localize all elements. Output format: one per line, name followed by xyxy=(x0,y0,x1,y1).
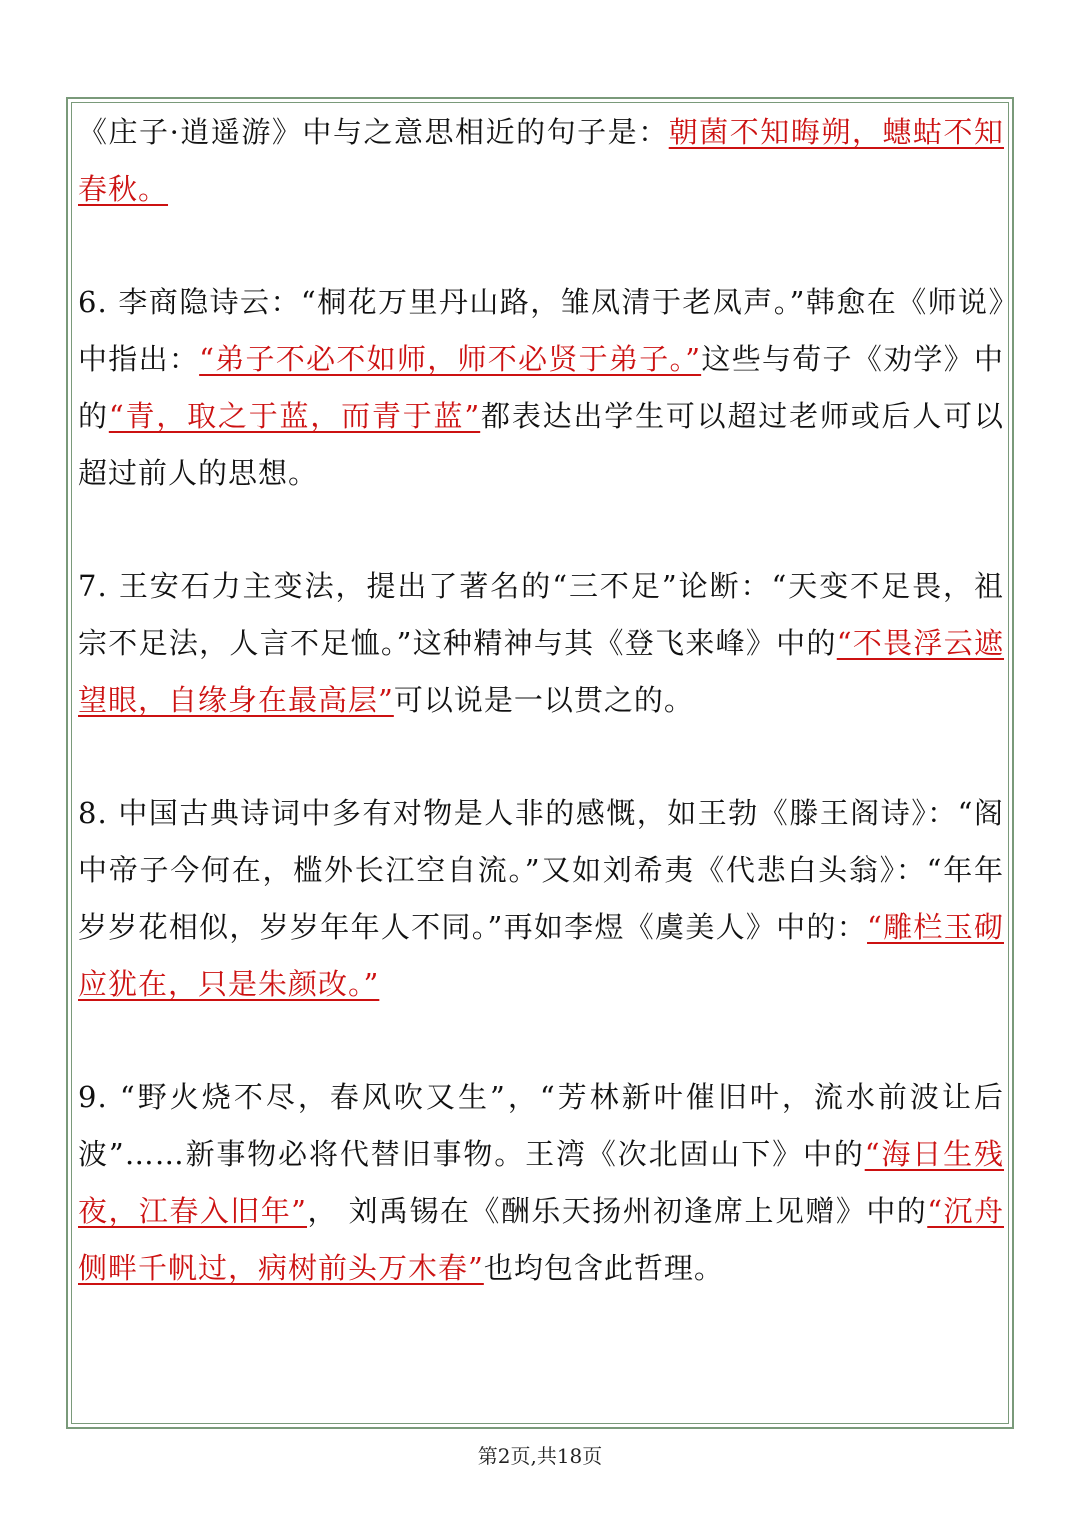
answer-text: “海日生残夜，江春入旧年” xyxy=(78,1137,1005,1228)
body-text: 都表达出学生可以超过老师或后人可以超过前人的思想。 xyxy=(78,399,1004,490)
page-number: 第2页,共18页 xyxy=(477,1444,603,1468)
body-text: 可以说是一以贯之的。 xyxy=(393,683,694,717)
answer-text: “沉舟侧畔千帆过，病树前头万木春” xyxy=(78,1194,1004,1285)
body-text: 《庄子·逍遥游》中与之意思相近的句子是： xyxy=(78,115,669,149)
body-text: 9. “野火烧不尽，春风吹又生”，“芳林新叶催旧叶，流水前波让后波”……新事物必将代替旧事物。王湾《次北固山下》中的 xyxy=(78,1080,1004,1171)
document-content xyxy=(78,104,1004,1353)
body-text: 也均包含此哲理。 xyxy=(483,1251,724,1285)
paragraph xyxy=(78,785,1004,1013)
body-text: ， 刘禹锡在《酬乐天扬州初逢席上见赠》中的 xyxy=(307,1194,928,1228)
answer-text: “雕栏玉砌应犹在，只是朱颜改。” xyxy=(78,910,1004,1001)
paragraph xyxy=(78,558,1004,729)
answer-text: 朝菌不知晦朔，蟪蛄不知春秋。 xyxy=(78,115,1004,206)
body-text: 8. 中国古典诗词中多有对物是人非的感慨，如王勃《滕王阁诗》：“阁中帝子今何在，槛外长江空自流。”又如刘希夷《代悲白头翁》：“年年岁岁花相似，岁岁年年人不同。”再如李煜《虞美人》中的： xyxy=(78,796,1004,944)
answer-text: “弟子不必不如师，师不必贤于弟子。” xyxy=(199,342,702,376)
paragraph xyxy=(78,104,1004,218)
body-text: 7. 王安石力主变法，提出了著名的“三不足”论断：“天变不足畏，祖宗不足法，人言不足恤。”这种精神与其《登飞来峰》中的 xyxy=(78,569,1004,660)
paragraph xyxy=(78,274,1004,502)
body-text: 这些与荀子《劝学》中的 xyxy=(78,342,1004,433)
paragraph xyxy=(78,1069,1004,1297)
answer-text: “不畏浮云遮望眼，自缘身在最高层” xyxy=(78,626,1005,717)
body-text: 6. 李商隐诗云：“桐花万里丹山路，雏凤清于老凤声。”韩愈在《师说》中指出： xyxy=(78,285,1004,376)
answer-text: “青，取之于蓝，而青于蓝” xyxy=(108,399,481,433)
